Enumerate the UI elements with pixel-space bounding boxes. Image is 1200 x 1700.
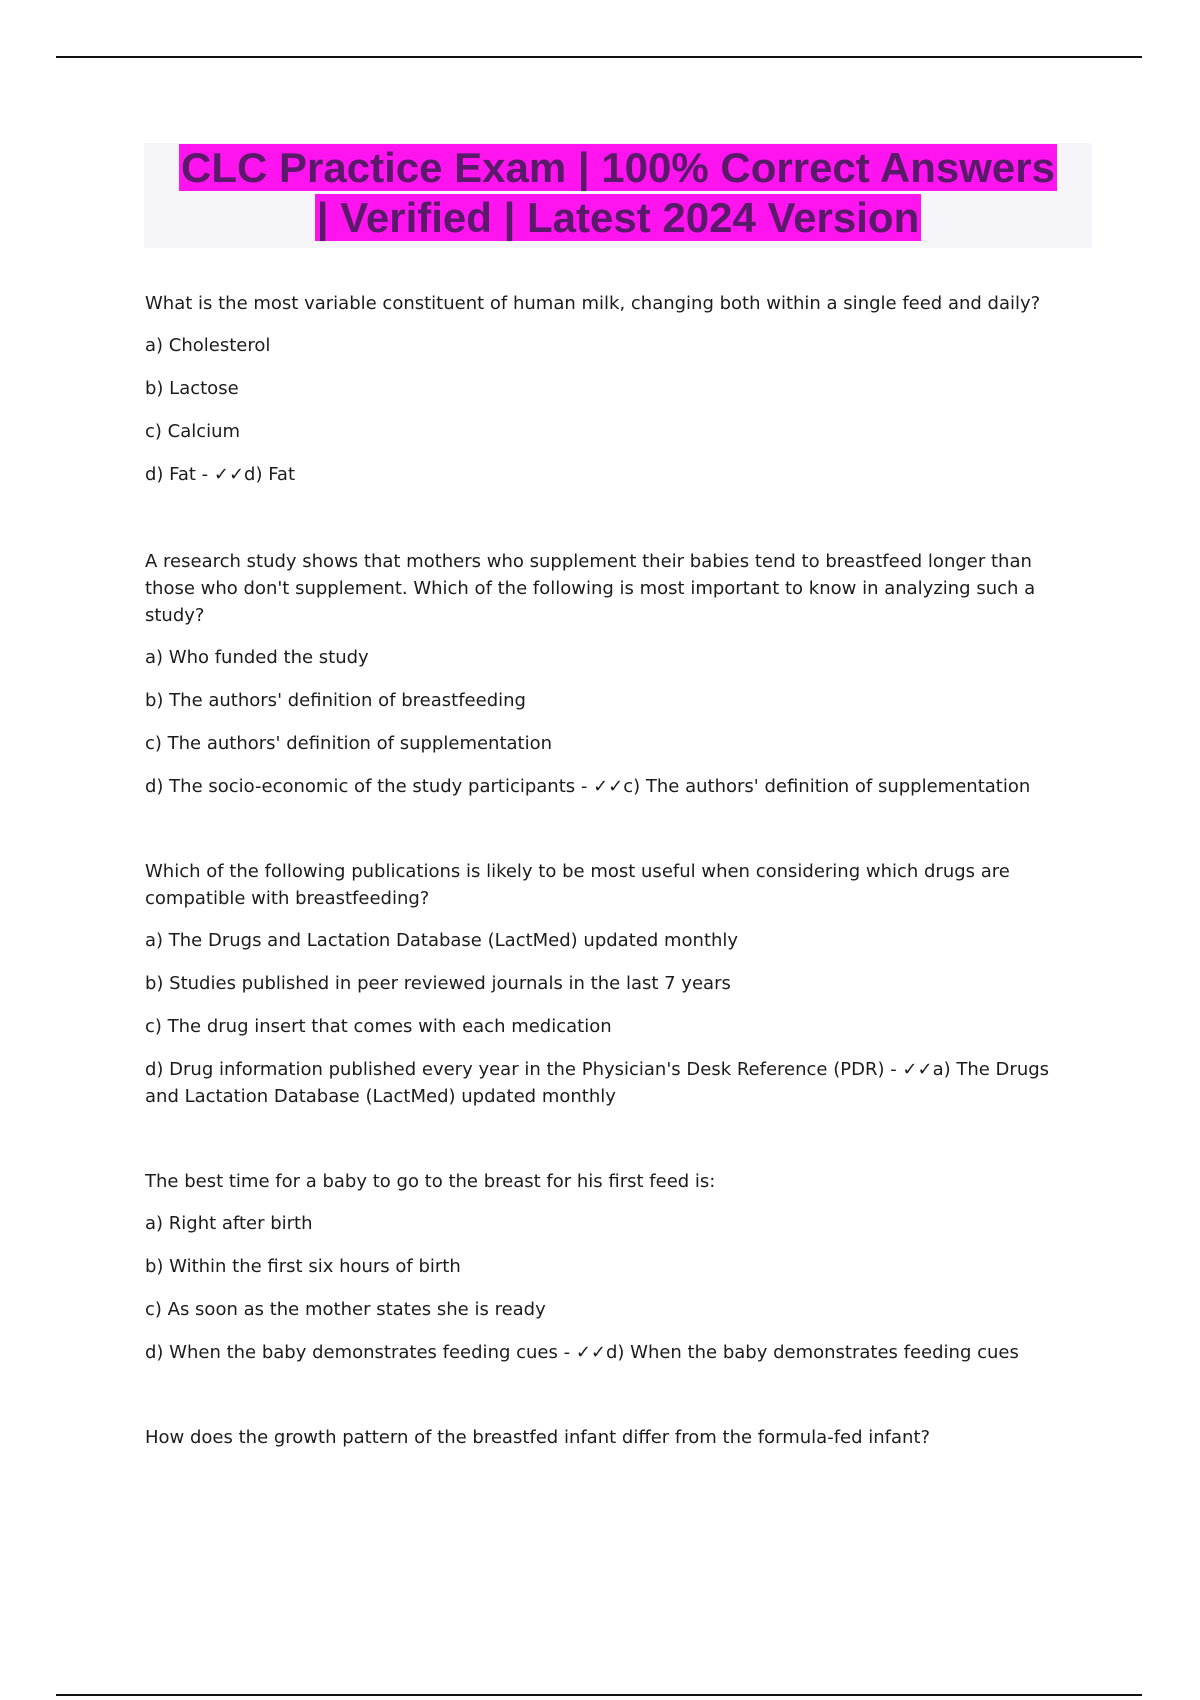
option-b: b) Within the first six hours of birth: [145, 1256, 461, 1277]
option-d-with-answer: d) Drug information published every year in the Physician's Desk Reference (PDR) - ✓✓a) The Drugs and Lactation Database (LactMed) updated monthly: [145, 1059, 1050, 1107]
option-a: a) Who funded the study: [145, 647, 369, 668]
option-a: a) Right after birth: [145, 1213, 313, 1234]
option-d-with-answer: d) Fat - ✓✓d) Fat: [145, 464, 296, 485]
question-list: [145, 290, 1085, 1509]
question-text: How does the growth pattern of the breastfed infant differ from the formula-fed infant?: [145, 1427, 931, 1448]
option-a: a) The Drugs and Lactation Database (LactMed) updated monthly: [145, 930, 739, 951]
top-rule: [56, 56, 1142, 58]
question-text: A research study shows that mothers who supplement their babies tend to breastfeed longer than those who don't supplement. Which of the following is most important to know in analyzing such a study?: [145, 551, 1036, 626]
title-line-2: | Verified | Latest 2024 Version: [316, 194, 920, 241]
question-text: The best time for a baby to go to the breast for his first feed is:: [145, 1171, 716, 1192]
question-text: Which of the following publications is likely to be most useful when considering which drugs are compatible with breastfeeding?: [145, 861, 1010, 909]
option-b: b) The authors' definition of breastfeeding: [145, 690, 526, 711]
question-block-2: [145, 548, 1085, 800]
option-d-with-answer: d) When the baby demonstrates feeding cues - ✓✓d) When the baby demonstrates feeding cues: [145, 1342, 1019, 1363]
question-block-1: [145, 290, 1085, 488]
title-line-1: CLC Practice Exam | 100% Correct Answers: [181, 144, 1055, 191]
option-c: c) Calcium: [145, 421, 241, 442]
question-block-4: [145, 1168, 1085, 1366]
bottom-rule: [56, 1694, 1142, 1696]
question-block-5: [145, 1424, 1085, 1451]
option-a: a) Cholesterol: [145, 335, 271, 356]
document-title: [144, 143, 1092, 248]
option-c: c) The authors' definition of supplementation: [145, 733, 553, 754]
option-b: b) Studies published in peer reviewed journals in the last 7 years: [145, 973, 731, 994]
option-d-with-answer: d) The socio-economic of the study participants - ✓✓c) The authors' definition of supplementation: [145, 776, 1031, 797]
question-block-3: [145, 858, 1085, 1110]
option-b: b) Lactose: [145, 378, 239, 399]
option-c: c) The drug insert that comes with each medication: [145, 1016, 612, 1037]
option-c: c) As soon as the mother states she is ready: [145, 1299, 546, 1320]
question-text: What is the most variable constituent of human milk, changing both within a single feed and daily?: [145, 293, 1041, 314]
